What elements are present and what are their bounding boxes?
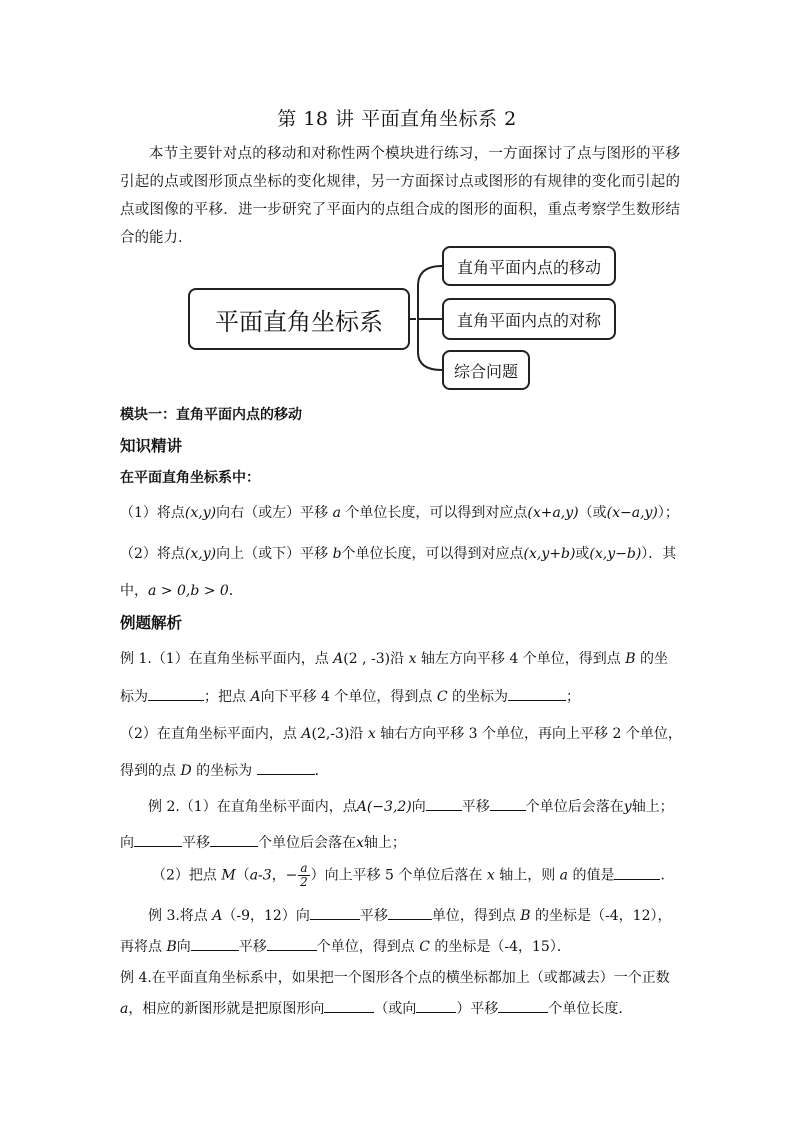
example-1-line-2: 标为 ；把点 A向下平移 4 个单位，得到点 C 的坐标为 ； — [120, 686, 580, 706]
answer-blank[interactable] — [614, 865, 660, 880]
mind-map-root: 平面直角坐标系 — [188, 288, 410, 350]
answer-blank[interactable] — [191, 936, 239, 951]
answer-blank[interactable] — [498, 998, 548, 1013]
example-2-line-3: （2）把点 M（a-3，− $\frac{a}{2}$ ）向上平移 5 个单位后落在 x 轴上，则 a 的值是 ． — [152, 861, 675, 889]
knowledge-subheading: 在平面直角坐标系中： — [120, 470, 260, 486]
example-3-line-2: 再将点 B向 平移 个单位，得到点 C 的坐标是（-4，15）． — [120, 936, 571, 956]
example-4-line-1: 例 4.在平面直角坐标系中，如果把一个图形各个点的横坐标都加上（或都减去）一个正数 — [120, 970, 670, 986]
answer-blank[interactable] — [267, 936, 317, 951]
module-heading: 模块一：直角平面内点的移动 — [120, 407, 302, 423]
answer-blank[interactable] — [426, 796, 462, 811]
example-4-line-2: a，相应的新图形就是把原图形向 （或向 ）平移 个单位长度． — [120, 998, 632, 1018]
mind-map-branch-comprehensive: 综合问题 — [442, 350, 530, 390]
knowledge-rule-2: （2）将点(x,y)向上（或下）平移 b个单位长度，可以得到对应点(x,y+b)或(x,y−b)）．其 — [120, 546, 677, 562]
answer-blank[interactable] — [134, 832, 182, 847]
answer-blank[interactable] — [148, 686, 204, 701]
example-3-line-1: 例 3.将点 A（-9，12）向 平移 单位，得到点 B 的坐标是（-4，12）， — [148, 905, 672, 925]
answer-blank[interactable] — [388, 905, 432, 920]
mind-map-branch-move: 直角平面内点的移动 — [442, 246, 616, 286]
mind-map — [188, 246, 628, 392]
mind-map-branch-symmetry: 直角平面内点的对称 — [442, 298, 616, 340]
answer-blank[interactable] — [508, 686, 566, 701]
knowledge-rule-1: （1）将点(x,y)向右（或左）平移 a 个单位长度，可以得到对应点(x+a,y)（或(x−a,y)）； — [120, 505, 679, 521]
example-1-line-4: 得到的点 D 的坐标为 ． — [120, 760, 329, 780]
example-2-line-1: 例 2.（1）在直角坐标平面内，点A(−3,2)向 平移 个单位后会落在y轴上； — [148, 796, 674, 816]
fraction: $\frac{a}{2}$ — [300, 861, 308, 889]
page-title: 第 18 讲 平面直角坐标系 2 — [277, 108, 517, 130]
answer-blank[interactable] — [490, 796, 526, 811]
answer-blank[interactable] — [416, 998, 456, 1013]
answer-blank[interactable] — [257, 760, 315, 775]
answer-blank[interactable] — [310, 905, 360, 920]
intro-paragraph: 本节主要针对点的移动和对称性两个模块进行练习，一方面探讨了点与图形的平移引起的点或图形顶点坐标的变化规律，另一方面探讨点或图形的有规律的变化而引起的点或图像的平移．进一步研究了平面内的点组合成的图形的面积，重点考察学生数形结合的能力． — [120, 146, 680, 246]
knowledge-rule-condition: 中，a > 0,b > 0． — [120, 583, 243, 599]
answer-blank[interactable] — [324, 998, 374, 1013]
knowledge-heading: 知识精讲 — [120, 437, 183, 455]
example-2-line-2: 向 平移 个单位后会落在x轴上； — [120, 832, 406, 852]
answer-blank[interactable] — [210, 832, 258, 847]
example-1-line-3: （2）在直角坐标平面内，点 A(2,-3)沿 x 轴右方向平移 3 个单位，再向上平移 2 个单位， — [120, 726, 682, 742]
examples-heading: 例题解析 — [120, 614, 183, 632]
example-1-line-1: 例 1.（1）在直角坐标平面内，点 A(2 , -3)沿 x 轴左方向平移 4 个单位，得到点 B 的坐 — [120, 651, 668, 667]
